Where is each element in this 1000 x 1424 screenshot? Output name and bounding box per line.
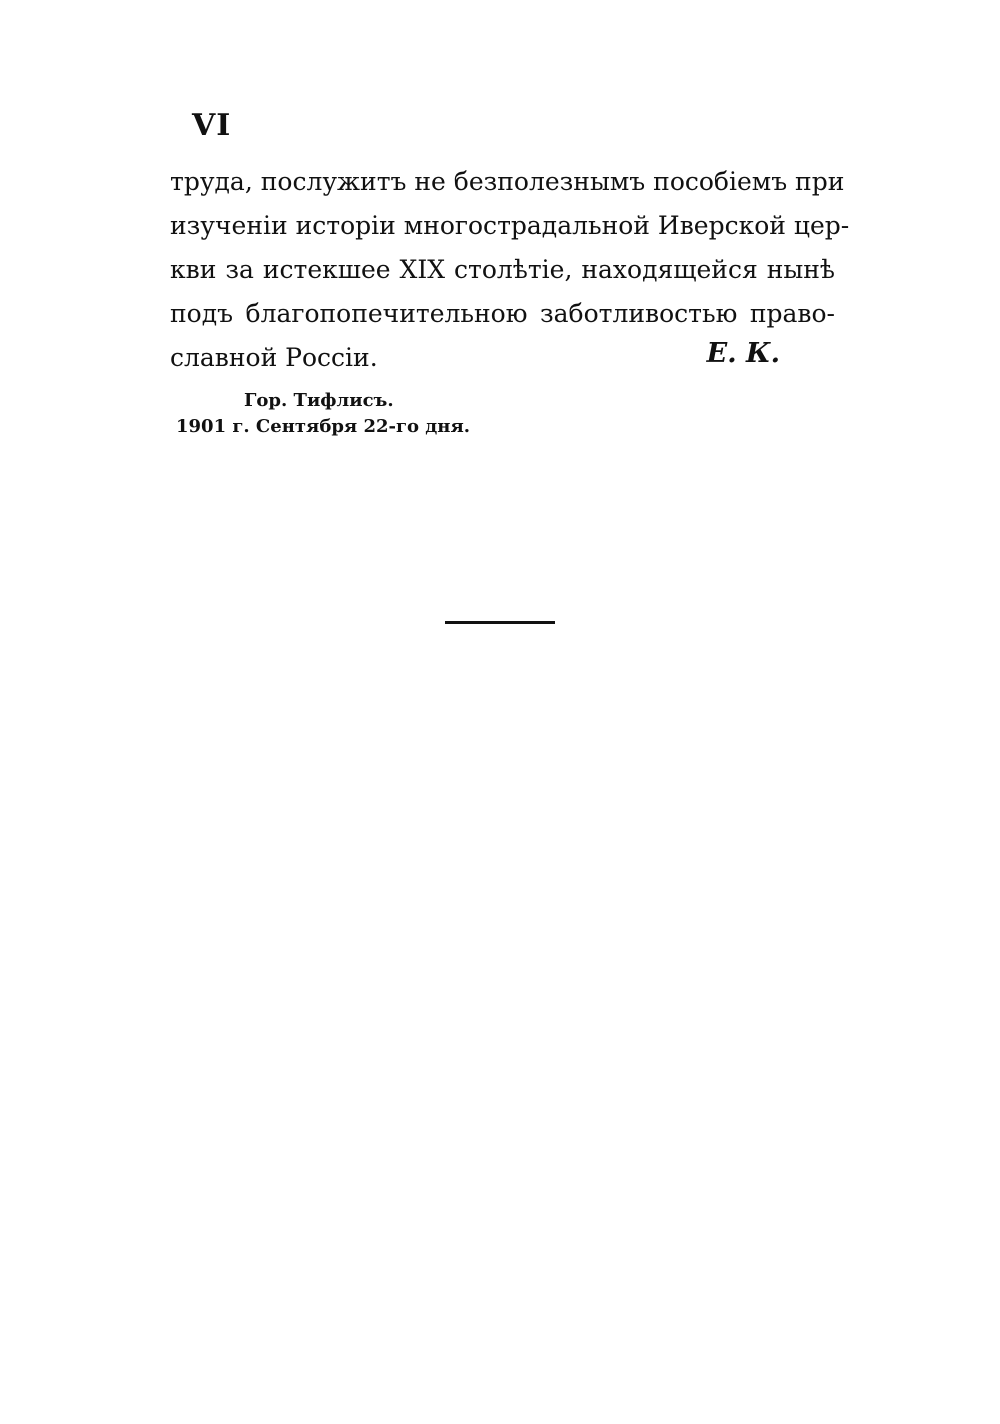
text-line-4: подъ благопопечительною заботливостью право- [170,299,835,328]
author-signature: Е. К. [706,338,780,369]
end-divider-rule [445,621,555,624]
page-number: VI [192,108,232,143]
text-line-1: труда, послужитъ не безполезнымъ пособіемъ при [170,167,845,196]
place-and-date [170,388,471,440]
text-line-2: изученіи исторіи многострадальной Иверской цер- [170,211,850,240]
text-line-5: славной Россіи. [170,343,378,372]
text-line-3: кви за истекшее XIX столѣтіе, находящейся нынѣ [170,255,835,284]
place-line: Гор. Тифлисъ. [244,390,394,411]
date-line: 1901 г. Сентября 22-го дня. [176,416,471,437]
